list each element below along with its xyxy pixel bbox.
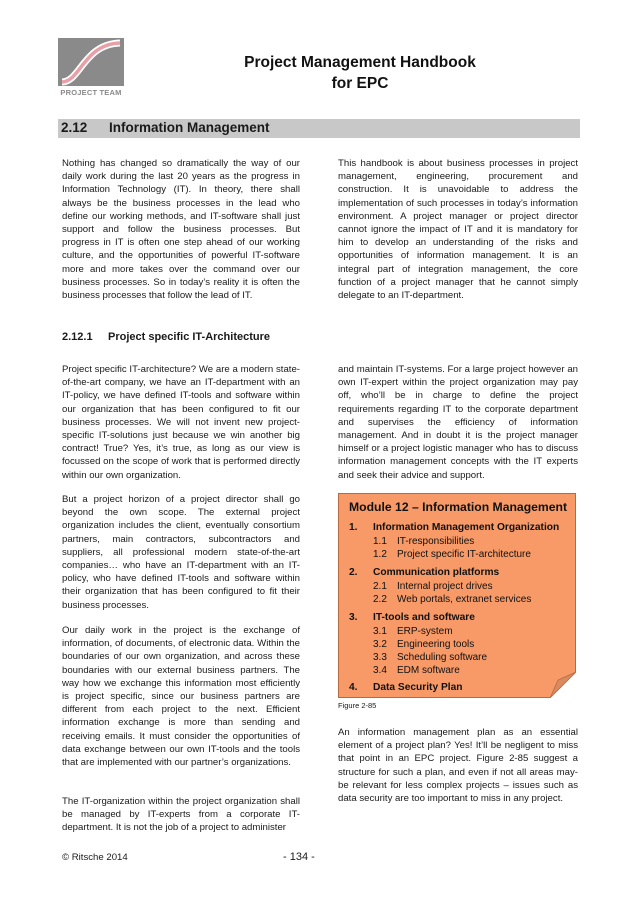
module-item-1 — [349, 522, 559, 533]
body-right-paragraph-1: and maintain IT-systems. For a large project however an own IT-expert within the project organization may pay off, who’ll be in charge to define the project requirements regarding IT to the corporate department and supervises the efficiency of information management. And in doubt it is the project manager himself or a project logistic manager who has to discuss information management concepts with the IT experts and seek their advice and support. — [338, 364, 578, 481]
subsection-heading — [62, 331, 270, 343]
module-subitem-label: Scheduling software — [397, 652, 488, 663]
module-subitem — [373, 594, 531, 605]
page-curl-icon — [550, 672, 576, 698]
figure-caption: Figure 2-85 — [338, 701, 377, 710]
module-item-label: Information Management Organization — [373, 522, 560, 533]
title-line-1: Project Management Handbook — [244, 54, 476, 71]
module-subitem — [373, 581, 493, 592]
subsection-title: Project specific IT-Architecture — [108, 331, 270, 343]
project-team-logo — [58, 38, 124, 100]
logo-curve-icon — [58, 38, 124, 86]
body-right-paragraph-2: An information management plan as an essential element of a project plan? Yes! It’ll be negligent to miss that point in an EPC project. Figure 2-85 suggest a structure for such a plan, and even if not all areas may-be relevant for less complex projects – issues such as data security are too important to miss in any project. — [338, 727, 578, 805]
body-left-paragraph-1: Project specific IT-architecture? We are a modern state-of-the-art company, we have an IT-department with an IT-policy, we have defined IT-tools and software within our organization that has been configured to fit our business processes. We will not invent new project-specific IT-solutions just because we win another big contract! True? Yes, it’s true, as long as our view is focussed on the scope of work that is performed directly within our own organization. — [62, 364, 300, 481]
module-item-4 — [349, 682, 462, 693]
module-subitem-label: ERP-system — [397, 626, 453, 637]
module-subitem-number: 3.2 — [373, 639, 387, 650]
module-subitem-number: 3.4 — [373, 665, 387, 676]
section-number: 2.12 — [61, 120, 88, 135]
module-subitem — [373, 626, 453, 637]
title-line-2: for EPC — [331, 75, 389, 92]
module-subitem-label: Project specific IT-architecture — [397, 549, 531, 560]
module-subitem — [373, 665, 460, 676]
body-left-paragraph-4: The IT-organization within the project organization shall be managed by IT-experts from a corporate IT-department. It is not the job of a project to administer — [62, 796, 300, 834]
module-item-number: 1. — [349, 522, 358, 533]
module-subitem — [373, 536, 474, 547]
footer-copyright: © Ritsche 2014 — [62, 852, 128, 863]
module-subitem-label: Internal project drives — [397, 581, 493, 592]
module-subitem-label: Web portals, extranet services — [397, 594, 532, 605]
module-subitem-number: 2.2 — [373, 594, 387, 605]
module-subitem-number: 3.1 — [373, 626, 387, 637]
module-item-label: Data Security Plan — [373, 682, 463, 693]
module-item-label: Communication platforms — [373, 567, 500, 578]
section-heading — [58, 119, 580, 138]
module-subitem-number: 3.3 — [373, 652, 387, 663]
module-12-figure — [338, 493, 576, 698]
intro-left-paragraph: Nothing has changed so dramatically the way of our daily work during the last 20 years as the progress in Information Technology (IT). In theory, there shall always be the business processes in the lead who define our working methods, and IT-software shall just support and follow the business processes. But progress in IT is often one step ahead of our working culture, and the opportunities of powerful IT-software more and more takes over the command over our business processes. So in today’s reality it is often the business processes that follow the lead of IT. — [62, 158, 300, 302]
module-subitem-number: 1.2 — [373, 549, 387, 560]
intro-right-paragraph: This handbook is about business processes in project management, engineering, procurement and construction. It is unavoidable to address the implementation of such processes in today’s information environment. A project manager or project director cannot ignore the impact of IT and it is mandatory for him to develop an understanding of the risks and opportunities of information management. It is an integral part of integration management, the core function of a project manager that he cannot simply delegate to an IT-department. — [338, 158, 578, 302]
module-title: Module 12 – Information Management — [349, 500, 568, 514]
subsection-number: 2.12.1 — [62, 331, 93, 343]
module-subitem — [373, 639, 474, 650]
module-subitem — [373, 652, 487, 663]
page-title — [200, 52, 520, 94]
module-subitem-label: IT-responsibilities — [397, 536, 475, 547]
module-subitem-label: Engineering tools — [397, 639, 475, 650]
module-subitem-number: 1.1 — [373, 536, 387, 547]
page-number: - 134 - — [283, 851, 315, 863]
module-subitem — [373, 549, 531, 560]
logo-mark — [58, 38, 124, 86]
logo-text: PROJECT TEAM — [60, 88, 122, 97]
module-item-number: 4. — [349, 682, 358, 693]
module-item-3 — [349, 612, 475, 623]
body-left-paragraph-2: But a project horizon of a project director shall go beyond the own scope. The external project organization includes the client, eventually consortium partners, main contractors, subcontractors and suppliers, all professional modern state-of-the-art companies… who have an IT-department with an IT-policy, who have defined IT-tools and software within their organization that has been configured to fit their business processes. — [62, 494, 300, 611]
module-item-number: 2. — [349, 567, 358, 578]
section-title: Information Management — [109, 120, 270, 135]
module-subitem-number: 2.1 — [373, 581, 387, 592]
module-item-number: 3. — [349, 612, 358, 623]
module-item-label: IT-tools and software — [373, 612, 475, 623]
body-left-paragraph-3: Our daily work in the project is the exchange of information, of documents, of electronic data. Within the boundaries of our own organization, and across these boundaries with our external business partners. The way how we exchange this information most efficiently is project specific, since our business partners are different from each project to the next. Efficient information exchange is more than sending and receiving emails. It must consider the opportunities of data exchange between our own IT-tools and the tools that are implemented with our partner’s organizations. — [62, 625, 300, 769]
module-subitem-label: EDM software — [397, 665, 460, 676]
module-item-2 — [349, 567, 499, 578]
